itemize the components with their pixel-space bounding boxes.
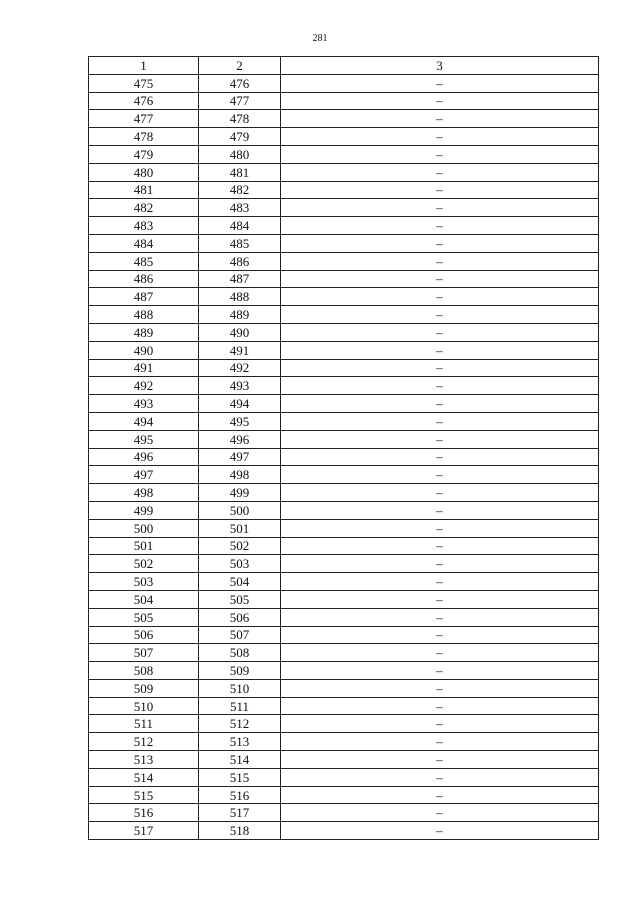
table-body: [89, 74, 599, 839]
table-row: [89, 145, 599, 163]
table-cell-col-3: –: [281, 608, 599, 626]
table-cell-col-3: –: [281, 412, 599, 430]
table-cell-col-3: –: [281, 537, 599, 555]
table-row: [89, 662, 599, 680]
table-cell-col-2: 486: [199, 252, 281, 270]
table-cell-col-3: –: [281, 110, 599, 128]
table-cell-col-1: 476: [89, 92, 199, 110]
table-row: [89, 484, 599, 502]
table-cell-col-1: 499: [89, 501, 199, 519]
table-cell-col-1: 515: [89, 786, 199, 804]
table-cell-col-2: 483: [199, 199, 281, 217]
table-row: [89, 288, 599, 306]
data-table-container: [88, 56, 598, 840]
table-cell-col-1: 495: [89, 430, 199, 448]
table-cell-col-1: 516: [89, 804, 199, 822]
table-cell-col-2: 510: [199, 679, 281, 697]
page-number: 281: [312, 33, 328, 44]
table-cell-col-1: 480: [89, 163, 199, 181]
table-cell-col-3: –: [281, 288, 599, 306]
table-row: [89, 163, 599, 181]
table-cell-col-2: 478: [199, 110, 281, 128]
column-header-1: 1: [89, 57, 199, 75]
table-cell-col-1: 508: [89, 662, 199, 680]
table-cell-col-2: 489: [199, 306, 281, 324]
table-cell-col-1: 512: [89, 733, 199, 751]
table-cell-col-3: –: [281, 92, 599, 110]
table-cell-col-3: –: [281, 484, 599, 502]
table-cell-col-1: 497: [89, 466, 199, 484]
table-row: [89, 555, 599, 573]
table-cell-col-2: 512: [199, 715, 281, 733]
table-cell-col-1: 503: [89, 573, 199, 591]
table-cell-col-1: 502: [89, 555, 199, 573]
table-cell-col-3: –: [281, 679, 599, 697]
table-cell-col-3: –: [281, 234, 599, 252]
table-cell-col-2: 517: [199, 804, 281, 822]
table-cell-col-1: 489: [89, 323, 199, 341]
table-cell-col-2: 481: [199, 163, 281, 181]
table-cell-col-2: 497: [199, 448, 281, 466]
table-cell-col-2: 516: [199, 786, 281, 804]
table-cell-col-2: 518: [199, 822, 281, 840]
table-cell-col-1: 493: [89, 395, 199, 413]
table-cell-col-1: 496: [89, 448, 199, 466]
table-cell-col-1: 514: [89, 768, 199, 786]
table-cell-col-3: –: [281, 501, 599, 519]
table-cell-col-3: –: [281, 644, 599, 662]
table-cell-col-2: 491: [199, 341, 281, 359]
table-cell-col-2: 506: [199, 608, 281, 626]
table-cell-col-3: –: [281, 626, 599, 644]
table-cell-col-2: 485: [199, 234, 281, 252]
table-cell-col-2: 492: [199, 359, 281, 377]
table-row: [89, 501, 599, 519]
table-row: [89, 270, 599, 288]
table-header-row: [89, 57, 599, 75]
table-cell-col-3: –: [281, 341, 599, 359]
table-row: [89, 822, 599, 840]
table-cell-col-1: 507: [89, 644, 199, 662]
table-cell-col-3: –: [281, 662, 599, 680]
table-row: [89, 74, 599, 92]
table-cell-col-3: –: [281, 590, 599, 608]
table-row: [89, 644, 599, 662]
table-cell-col-2: 495: [199, 412, 281, 430]
table-cell-col-1: 506: [89, 626, 199, 644]
table-cell-col-1: 485: [89, 252, 199, 270]
table-cell-col-3: –: [281, 145, 599, 163]
table-cell-col-2: 479: [199, 128, 281, 146]
table-cell-col-1: 511: [89, 715, 199, 733]
table-row: [89, 733, 599, 751]
table-cell-col-1: 479: [89, 145, 199, 163]
table-row: [89, 573, 599, 591]
table-row: [89, 359, 599, 377]
table-row: [89, 252, 599, 270]
table-cell-col-2: 514: [199, 751, 281, 769]
table-cell-col-1: 487: [89, 288, 199, 306]
table-cell-col-1: 513: [89, 751, 199, 769]
table-cell-col-1: 504: [89, 590, 199, 608]
column-header-3: 3: [281, 57, 599, 75]
table-cell-col-3: –: [281, 697, 599, 715]
table-row: [89, 804, 599, 822]
table-cell-col-2: 502: [199, 537, 281, 555]
table-row: [89, 466, 599, 484]
table-cell-col-2: 505: [199, 590, 281, 608]
table-cell-col-3: –: [281, 181, 599, 199]
table-cell-col-3: –: [281, 395, 599, 413]
table-row: [89, 217, 599, 235]
table-cell-col-2: 490: [199, 323, 281, 341]
table-cell-col-2: 496: [199, 430, 281, 448]
table-row: [89, 751, 599, 769]
table-cell-col-3: –: [281, 359, 599, 377]
table-row: [89, 786, 599, 804]
table-cell-col-2: 509: [199, 662, 281, 680]
table-cell-col-2: 477: [199, 92, 281, 110]
table-cell-col-3: –: [281, 377, 599, 395]
table-row: [89, 697, 599, 715]
table-cell-col-3: –: [281, 323, 599, 341]
table-cell-col-3: –: [281, 715, 599, 733]
data-table: [88, 56, 599, 840]
table-row: [89, 679, 599, 697]
table-cell-col-2: 488: [199, 288, 281, 306]
table-cell-col-3: –: [281, 822, 599, 840]
table-cell-col-1: 500: [89, 519, 199, 537]
table-cell-col-1: 477: [89, 110, 199, 128]
table-cell-col-2: 493: [199, 377, 281, 395]
table-row: [89, 626, 599, 644]
table-cell-col-2: 511: [199, 697, 281, 715]
table-row: [89, 181, 599, 199]
table-row: [89, 715, 599, 733]
table-cell-col-3: –: [281, 768, 599, 786]
table-row: [89, 128, 599, 146]
table-cell-col-1: 510: [89, 697, 199, 715]
table-cell-col-3: –: [281, 74, 599, 92]
table-cell-col-1: 481: [89, 181, 199, 199]
table-row: [89, 395, 599, 413]
table-cell-col-3: –: [281, 555, 599, 573]
table-cell-col-3: –: [281, 128, 599, 146]
table-cell-col-2: 484: [199, 217, 281, 235]
table-cell-col-2: 513: [199, 733, 281, 751]
table-row: [89, 519, 599, 537]
table-row: [89, 608, 599, 626]
table-row: [89, 199, 599, 217]
table-cell-col-2: 482: [199, 181, 281, 199]
table-cell-col-1: 478: [89, 128, 199, 146]
table-cell-col-2: 507: [199, 626, 281, 644]
table-row: [89, 306, 599, 324]
table-cell-col-1: 488: [89, 306, 199, 324]
table-cell-col-3: –: [281, 252, 599, 270]
table-cell-col-1: 501: [89, 537, 199, 555]
table-cell-col-2: 487: [199, 270, 281, 288]
table-cell-col-1: 498: [89, 484, 199, 502]
table-cell-col-1: 491: [89, 359, 199, 377]
table-cell-col-2: 498: [199, 466, 281, 484]
table-cell-col-1: 517: [89, 822, 199, 840]
table-cell-col-2: 500: [199, 501, 281, 519]
table-cell-col-2: 504: [199, 573, 281, 591]
table-cell-col-2: 476: [199, 74, 281, 92]
table-cell-col-1: 482: [89, 199, 199, 217]
table-cell-col-2: 499: [199, 484, 281, 502]
column-header-2: 2: [199, 57, 281, 75]
table-cell-col-3: –: [281, 733, 599, 751]
table-row: [89, 590, 599, 608]
table-cell-col-3: –: [281, 786, 599, 804]
table-cell-col-1: 509: [89, 679, 199, 697]
table-cell-col-2: 494: [199, 395, 281, 413]
table-row: [89, 537, 599, 555]
table-cell-col-3: –: [281, 430, 599, 448]
table-cell-col-3: –: [281, 217, 599, 235]
table-cell-col-1: 484: [89, 234, 199, 252]
table-row: [89, 412, 599, 430]
table-cell-col-3: –: [281, 751, 599, 769]
table-cell-col-3: –: [281, 573, 599, 591]
table-cell-col-3: –: [281, 306, 599, 324]
table-cell-col-2: 480: [199, 145, 281, 163]
table-row: [89, 110, 599, 128]
table-cell-col-1: 486: [89, 270, 199, 288]
table-row: [89, 768, 599, 786]
table-cell-col-3: –: [281, 270, 599, 288]
table-cell-col-1: 475: [89, 74, 199, 92]
table-cell-col-1: 505: [89, 608, 199, 626]
table-cell-col-2: 508: [199, 644, 281, 662]
table-cell-col-1: 492: [89, 377, 199, 395]
table-row: [89, 92, 599, 110]
table-cell-col-1: 483: [89, 217, 199, 235]
table-row: [89, 234, 599, 252]
table-row: [89, 341, 599, 359]
table-cell-col-1: 494: [89, 412, 199, 430]
table-cell-col-3: –: [281, 163, 599, 181]
table-cell-col-3: –: [281, 519, 599, 537]
table-row: [89, 377, 599, 395]
table-row: [89, 448, 599, 466]
table-cell-col-3: –: [281, 448, 599, 466]
table-cell-col-2: 503: [199, 555, 281, 573]
table-cell-col-1: 490: [89, 341, 199, 359]
table-row: [89, 323, 599, 341]
table-cell-col-3: –: [281, 466, 599, 484]
table-cell-col-2: 501: [199, 519, 281, 537]
table-cell-col-2: 515: [199, 768, 281, 786]
table-cell-col-3: –: [281, 199, 599, 217]
table-row: [89, 430, 599, 448]
table-cell-col-3: –: [281, 804, 599, 822]
